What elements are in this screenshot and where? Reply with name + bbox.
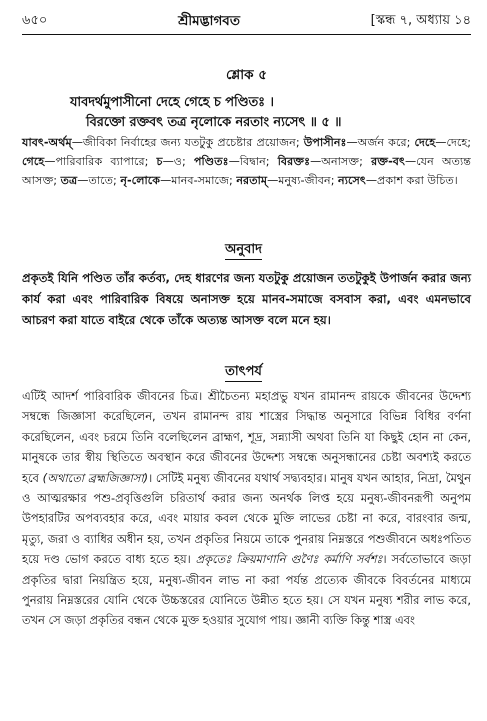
purport-text: এটিই আদর্শ পারিবারিক জীবনের চিত্র। শ্রীচৈতন্য মহাপ্রভু যখন রামানন্দ রায়কে জীবনের উদ্দেশ্য সম্বন্ধে জিজ্ঞাসা করেছিলেন, তখন রামানন্দ রায় শাস্ত্রের সিদ্ধান্ত অনুসারে বিভিন্ন বিধির বর্ণনা করেছিলেন, এবং চরমে তিনি বলেছিলেন ব্রাহ্মণ, শূদ্র, সন্ন্যাসী অথবা তিনি যা কিছুই হোন না কেন, মানুষকে তার স্বীয় স্থিতিতে অবস্থান করে জীবনের উদ্দেশ্য সম্বন্ধে অনুসন্ধানের চেষ্টা অবশ্যই করতে হবে	[22, 389, 471, 485]
synonym-word: যাবৎ-অর্থম্	[22, 136, 72, 149]
page-header	[22, 10, 471, 32]
synonym-meaning: —জীবিকা নির্বাহের জন্য যতটুকু প্রচেষ্টার প্রয়োজন;	[71, 136, 300, 149]
verse-number: শ্লোক ৫	[225, 67, 268, 83]
purport-quote: (অথাতো ব্রহ্মজিজ্ঞাসা)	[42, 470, 149, 485]
page-number: ৬৫০	[22, 12, 48, 28]
canto-chapter: [স্কন্ধ ৭, অধ্যায় ১৪	[370, 12, 471, 28]
translation-heading-label: অনুবাদ	[225, 242, 262, 260]
synonym-word: নরতাম্	[236, 174, 268, 187]
synonym-word: বিরক্তঃ	[277, 155, 311, 168]
header-rule	[22, 34, 471, 35]
synonyms-paragraph	[22, 133, 471, 190]
synonym-word: নৃ-লোকে	[120, 174, 161, 187]
synonym-meaning: —যেন অত্যন্ত আসক্ত;	[22, 155, 471, 187]
synonym-meaning: —বিদ্বান;	[228, 155, 270, 168]
purport-sanskrit: প্রকৃতেঃ ক্রিয়মাণানি গুণৈঃ কর্মাণি সর্বশঃ	[195, 552, 383, 567]
synonym-word: রক্ত-বৎ	[371, 155, 405, 168]
synonym-meaning: —মানব-সমাজে;	[160, 174, 233, 187]
translation-paragraph: প্রকৃতই যিনি পণ্ডিত তাঁর কর্তব্য, দেহ ধারণের জন্য যতটুকু প্রয়োজন ততটুকুই উপার্জন করার জন্য কার্য করা এবং পারিবারিক বিষয়ে অনাসক্ত হয়ে মানব-সমাজে বসবাস করা, এবং এমনভাবে আচরণ করা যাতে বাইরে থেকে তাঁকে অত্যন্ত আসক্ত বলে মনে হয়।	[22, 271, 471, 327]
synonym-meaning: —মনুষ্য-জীবন;	[267, 174, 335, 187]
synonym-word: পণ্ডিতঃ	[193, 155, 229, 168]
synonym-word: উপাসীনঃ	[303, 136, 347, 149]
verse-line-2: বিরক্তো রক্তবৎ তত্র নৃলোকে নরতাং ন্যসেৎ ॥ ৫ ॥	[86, 115, 342, 130]
synonym-word: তত্র	[60, 174, 78, 187]
synonym-word: ন্যসেৎ	[338, 174, 366, 187]
synonym-meaning: —অর্জন করে;	[346, 136, 411, 149]
synonym-meaning: —অনাসক্ত;	[310, 155, 363, 168]
translation-heading	[0, 240, 487, 261]
synonym-meaning: —দেহে;	[435, 136, 472, 149]
purport-text: । সর্বতোভাবে জড়া প্রকৃতির দ্বারা নিয়ন্ত্রিত হয়ে, মনুষ্য-জীবন লাভ না করা পর্যন্ত প্রত্যেক জীবকে বিবর্তনের মাধ্যমে পুনরায় নিম্নস্তরের যোনি থেকে উচ্চস্তরের যোনিতে উন্নীত হতে হয়। সে যখন মনুষ্য শরীর লাভ করে, তখন সে জড়া প্রকৃতির বন্ধন থেকে মুক্ত হওয়ার সুযোগ পায়। জ্ঞানী ব্যক্তি কিন্তু শাস্ত্র এবং	[22, 552, 472, 628]
synonym-word: গেহে	[22, 155, 45, 168]
verse-line-1: যাবদর্থমুপাসীনো দেহে গেহে চ পণ্ডিতঃ ।	[70, 95, 274, 110]
purport-heading-label: তাৎপর্য	[225, 364, 262, 382]
synonym-word: চ	[156, 155, 163, 168]
book-title: শ্রীমদ্ভাগবত	[178, 12, 240, 29]
purport-text: । সেটিই মনুষ্য জীবনের যথার্থ সদ্ব্যবহার। মানুষ যখন আহার, নিদ্রা, মৈথুন ও আত্মরক্ষার পশু-প্রবৃত্তিগুলি চরিতার্থ করার জন্য অনর্থক লিপ্ত হয়ে মনুষ্য-জীবনরূপী অনুপম উপহারটির অপব্যবহার করে, এবং মায়ার কবল থেকে মুক্তি লাভের চেষ্টা না করে, বারংবার জন্ম, মৃত্যু, জরা ও ব্যাধির অধীন হয়, তখন প্রকৃতির নিয়মে তাকে পুনরায় নিম্নস্তরে পশুজীবনে অধঃপতিত হয়ে দণ্ড ভোগ করতে বাধ্য হতে হয়।	[22, 470, 471, 567]
purport-heading	[0, 362, 487, 383]
synonym-meaning: —পারিবারিক ব্যাপারে;	[44, 155, 149, 168]
synonym-meaning: —প্রকাশ করা উচিত।	[365, 174, 458, 187]
verse-block	[22, 64, 471, 133]
synonym-meaning: —ও;	[162, 155, 186, 168]
purport-paragraph	[22, 386, 471, 631]
synonym-word: দেহে	[414, 136, 436, 149]
synonym-meaning: —তাতে;	[77, 174, 117, 187]
